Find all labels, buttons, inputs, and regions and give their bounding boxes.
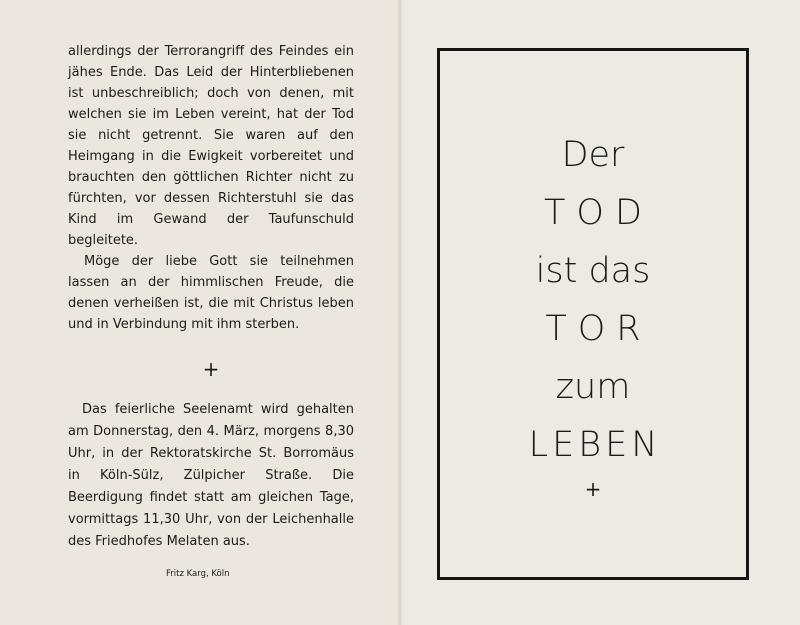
motto-line-der: Der	[561, 135, 625, 175]
motto-line-zum: zum	[555, 367, 631, 407]
motto-line-ist-das: ist das	[535, 251, 651, 291]
motto-line-leben: LEBEN	[528, 425, 662, 465]
cross-icon: +	[202, 357, 220, 381]
motto-line-tor: TOR	[545, 309, 652, 349]
text-block-main	[68, 41, 354, 335]
motto-line-tod: TOD	[544, 193, 653, 233]
paragraph-3: Das feierliche Seelenamt wird gehalten am Donnerstag, den 4. März, morgens 8,30 Uhr, in der Rektoratskirche St. Borromäus in Köln-Sülz, Zülpicher Straße. Die Beerdigung findet statt am gleichen Tage, vormittags 11,30 Uhr, von der Leichenhalle des Friedhofes Melaten aus.	[68, 402, 354, 549]
paragraph-1: allerdings der Terrorangriff des Feindes ein jähes Ende. Das Leid der Hinterbliebenen ist unbeschreiblich; doch von denen, mit welchen sie im Leben vereint, hat der Tod sie nicht getrennt. Sie waren auf den Heimgang in die Ewigkeit vorbereitet und brauchten den göttlichen Richter nicht zu fürchten, vor dessen Richterstuhl sie das Kind im Gewand der Taufunschuld begleitete.	[68, 44, 354, 248]
printer-imprint: Fritz Karg, Köln	[166, 569, 230, 579]
text-block-service	[68, 399, 354, 553]
cross-icon-right: +	[584, 477, 602, 501]
motto	[440, 126, 746, 474]
black-frame	[437, 48, 749, 580]
paragraph-2: Möge der liebe Gott sie teilnehmen lassen an der himmlischen Freude, die denen verheißen ist, die mit Christus leben und in Verbindung mit ihm sterben.	[68, 254, 354, 332]
